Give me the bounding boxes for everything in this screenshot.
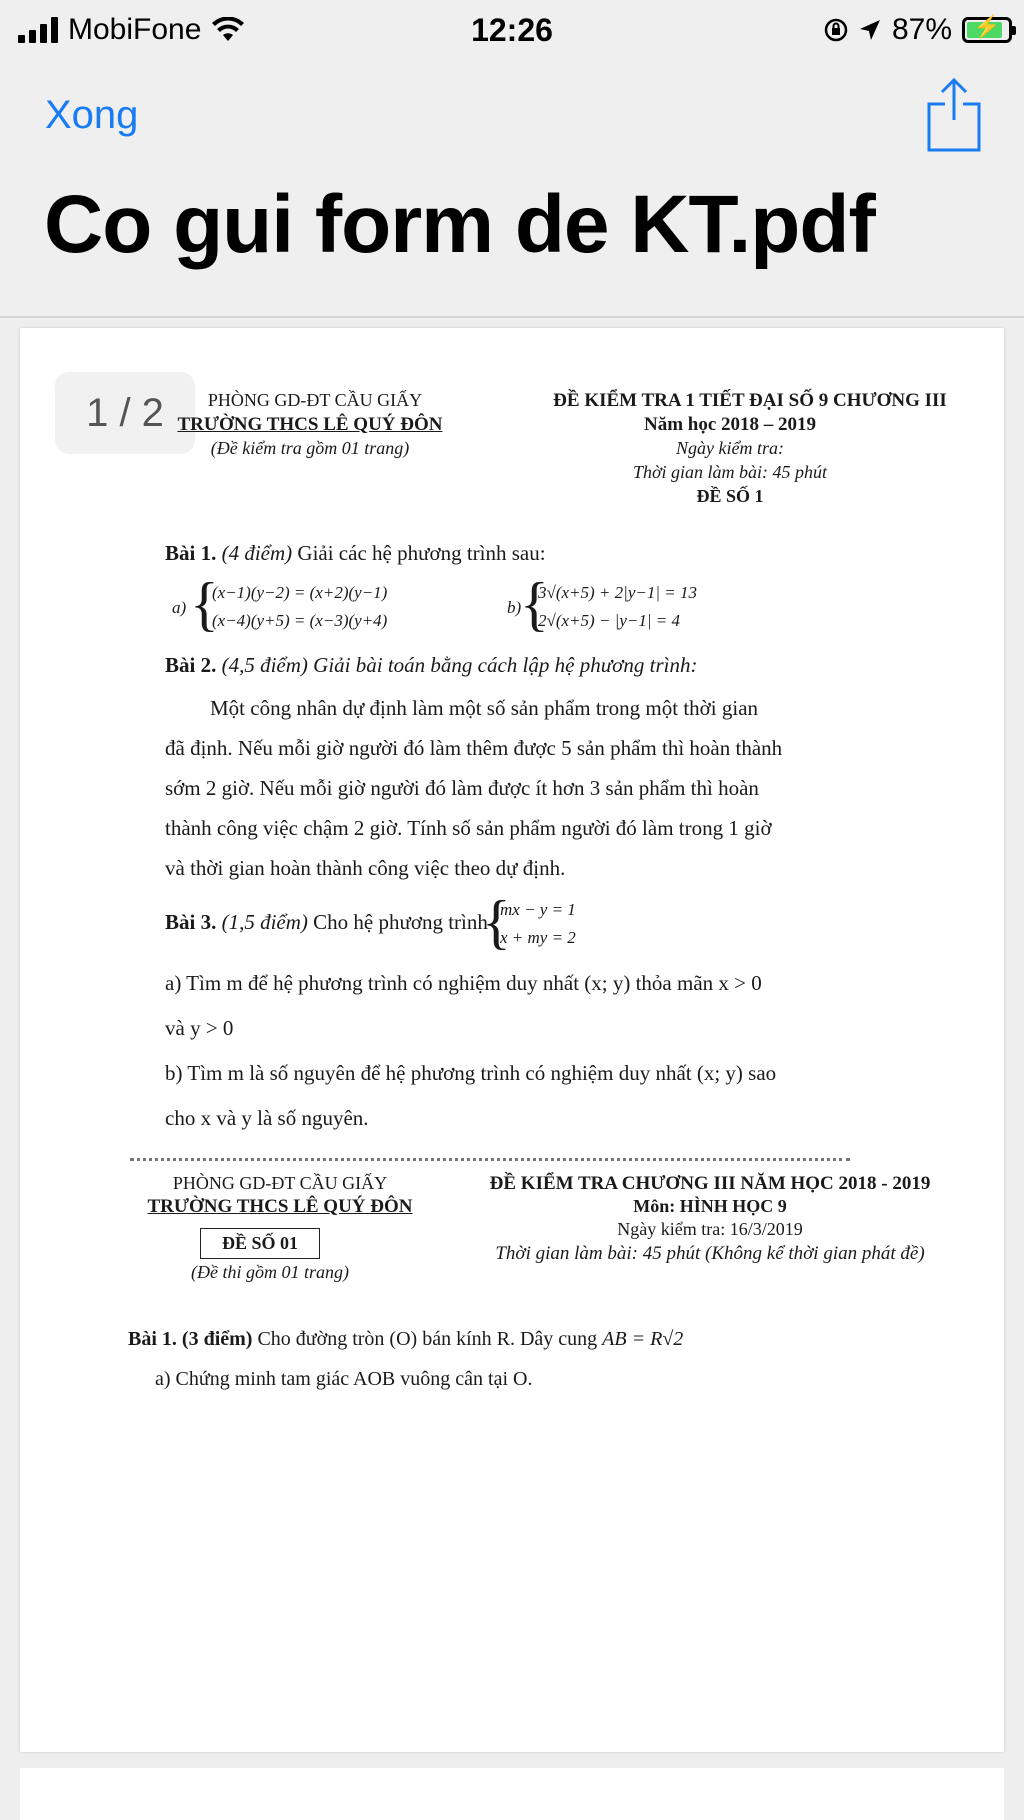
q1a-label: a) [172,598,187,617]
pdf-page-next[interactable] [20,1768,1004,1820]
q1b-brace: { [520,571,549,637]
share-icon[interactable] [925,76,983,152]
doc2-question-1a: a) Chứng minh tam giác AOB vuông cân tại O. [155,1368,533,1390]
q2-line-4: thành công việc chậm 2 giờ. Tính số sản phẩm người đó làm trong 1 giờ [165,816,772,840]
q1a-equation-1: (x−1)(y−2) = (x+2)(y−1) [212,583,388,602]
exam-duration: Thời gian làm bài: 45 phút [632,462,828,482]
q2-line-3: sớm 2 giờ. Nếu mỗi giờ người đó làm được ít hơn 3 sản phẩm thì hoàn [165,776,759,800]
rotation-lock-icon [824,18,848,42]
department-name: PHÒNG GD-ĐT CẦU GIẤY [207,390,423,410]
navigation-bar [0,58,1024,318]
q2-line-2: đã định. Nếu mỗi giờ người đó làm thêm được 5 sản phẩm thì hoàn thành [165,736,783,760]
exam-duration-2: Thời gian làm bài: 45 phút (Không kể thời gian phát đề) [495,1243,925,1264]
question-2: Bài 2. (4,5 điểm) Giải bài toán bằng cách lập hệ phương trình: [165,653,698,677]
q1b-equation-2: 2√(x+5) − |y−1| = 4 [538,611,680,630]
doc2-question-1: Bài 1. (3 điểm) Cho đường tròn (O) bán kính R. Dây cung AB = R√2 [128,1328,684,1350]
page-indicator: 1 / 2 [55,372,195,454]
carrier-name: MobiFone [68,13,202,46]
exam-title-2: ĐỀ KIỂM TRA CHƯƠNG III NĂM HỌC 2018 - 2019 [489,1173,931,1194]
q3-line-1: a) Tìm m để hệ phương trình có nghiệm duy nhất (x; y) thỏa mãn x > 0 [165,971,762,995]
q3-equation-1: mx − y = 1 [500,900,576,919]
status-bar [0,0,1024,58]
q3-equation-2: x + my = 2 [500,928,576,947]
q1b-equation-1: 3√(x+5) + 2|y−1| = 13 [538,583,697,602]
exam-code-2: ĐỀ SỐ 01 [200,1228,320,1259]
battery-icon: ⚡ [962,17,1012,43]
q3-brace: { [482,889,511,955]
q1a-brace: { [190,571,219,637]
status-time: 12:26 [471,12,553,48]
q1b-label: b) [507,598,522,617]
exam-date-2: Ngày kiểm tra: 16/3/2019 [617,1219,803,1239]
q3-line-4: cho x và y là số nguyên. [165,1106,369,1130]
done-button[interactable]: Xong [45,93,139,137]
school-year: Năm học 2018 – 2019 [643,414,817,435]
school-name: TRƯỜNG THCS LÊ QUÝ ĐÔN [177,414,443,435]
section-divider [130,1158,850,1161]
location-arrow-icon [858,18,882,42]
battery-percent: 87% [891,13,952,46]
status-right [824,10,1012,50]
q3-line-2: và y > 0 [165,1016,234,1040]
document-title: Co gui form de KT.pdf [44,179,875,270]
department-name-2: PHÒNG GD-ĐT CẦU GIẤY [172,1173,388,1193]
pdf-page[interactable] [20,328,1004,1752]
pages-note: (Đề kiểm tra gồm 01 trang) [210,438,410,458]
exam-title: ĐỀ KIỂM TRA 1 TIẾT ĐẠI SỐ 9 CHƯƠNG III [553,390,947,411]
exam-subject: Môn: HÌNH HỌC 9 [633,1196,787,1216]
q3-line-3: b) Tìm m là số nguyên để hệ phương trình có nghiệm duy nhất (x; y) sao [165,1061,777,1085]
q2-line-1: Một công nhân dự định làm một số sản phẩm trong một thời gian [210,696,759,720]
pages-note-2: (Đề thi gồm 01 trang) [191,1262,349,1282]
exam-date: Ngày kiểm tra: [676,438,784,458]
q1a-equation-2: (x−4)(y+5) = (x−3)(y+4) [212,611,388,630]
exam-code: ĐỀ SỐ 1 [696,486,764,506]
question-3: Bài 3. (1,5 điểm) Cho hệ phương trình [165,910,488,934]
school-name-2: TRƯỜNG THCS LÊ QUÝ ĐÔN [147,1196,413,1217]
question-1: Bài 1. (4 điểm) Giải các hệ phương trình sau: [165,541,546,565]
q2-line-5: và thời gian hoàn thành công việc theo dự định. [165,856,566,880]
